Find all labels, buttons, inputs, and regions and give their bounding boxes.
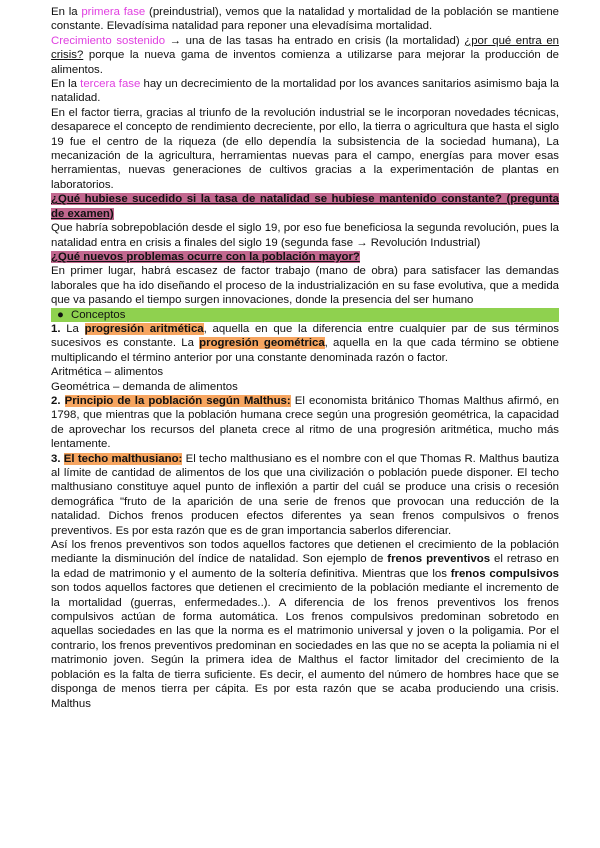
text-run: (preindustrial), vemos que la natalidad y mortalidad de la población se mantiene constante. Elevadísima natalidad para reponer una elevadísima mortalidad. [51,6,560,33]
term-primera-fase: primera fase [81,6,146,18]
paragraph-land-factor: En el factor tierra, gracias al triunfo de la revolución industrial se le incorporan novedades técnicas, desaparece el concepto de rendimiento decreciente, por ello, la tierra o agricultura que hasta el siglo 19 fue el centro de la riqueza (de ello dependía la subsistencia de la sociedad humana), La mecanización de la agricultura, herramientas nuevas para el campo, energías para mover esas herramientas, nuevas generaciones de cultivos gracias a la experimentación de plantas en laboratorios. [51,106,559,191]
highlighted-question: ¿Qué nuevos problemas ocurre con la población mayor? [51,250,360,263]
bullet-item-concepts [51,308,559,322]
concept-1-progressions [51,322,559,365]
concept-3-malthusian-ceiling [51,452,559,538]
paragraph-overpopulation: Que habría sobrepoblación desde el siglo 19, por eso fue beneficiosa la segunda revolución, pues la natalidad entra en crisis a finales del siglo 19 (segunda fase → Revolución Industrial) [51,222,559,249]
text-run: hay un decrecimiento de la mortalidad por los avances sanitarios asimismo baja la natalidad. [51,78,559,105]
text-run: , aquella en la que cada término se obtiene multiplicando el término anterior por una constante denominada razón o factor. [51,337,559,364]
line-geometrica: Geométrica – demanda de alimentos [51,380,238,393]
term-progresion-geometrica: progresión geométrica [199,337,325,350]
highlighted-question: ¿Qué hubiese sucedido si la tasa de natalidad se hubiese mantenido constante? (pregunta de examen) [51,193,559,220]
text-run: La [66,322,85,335]
list-number: 3. [51,452,64,465]
paragraph-sustained-growth [51,34,559,77]
text-run: En la [51,6,82,18]
text-run: → una de las tasas ha entrado en crisis (la mortalidad) [165,34,465,47]
line-aritmetica: Aritmética – alimentos [51,366,164,379]
term-frenos-preventivos: frenos preventivos [387,553,491,566]
paragraph-first-phase [51,5,559,34]
term-frenos-compulsivos: frenos compulsivos [450,567,559,580]
bullet-label: Conceptos [71,308,126,321]
paragraph-third-phase [51,77,559,106]
list-number: 1. [51,322,67,335]
text-run: En la [51,78,81,91]
text-run: El techo malthusiano es el nombre con el que Thomas R. Malthus bautiza al límite de cantidad de alimentos de los que una civilización o población puede disponer. El techo malthusiano constituye aquel punto de inflexión a partir del cuál se produce una crisis o recesión demográfica "fruto de la aparición de una serie de frenos que provocan una reducción de la natalidad. Dichos frenos producen efectos diferentes ya sean frenos compulsivos o frenos preventivos. Es por esta razón que es de gran importancia saberlos diferenciar. [51,452,559,537]
bullet-icon: ● [57,308,64,321]
term-crecimiento-sostenido: Crecimiento sostenido [51,34,166,47]
paragraph-labor-shortage: En primer lugar, habrá escasez de factor trabajo (mano de obra) para satisfacer las demandas laborales que ha ido diseñando el proceso de la industrialización en su fase evolutiva, que a medida que va pasando el tiempo surgen innovaciones, donde la presencia del ser humano [51,265,559,307]
text-run: El economista británico Thomas Malthus afirmó, en 1798, que mientras que la población humana crece según una progresión geométrica, la capacidad de aprovechar los recursos del planeta crece al ritmo de una progresión aritmética, mucho más lentamente. [51,394,559,451]
list-number: 2. [51,394,65,407]
concept-2-malthus-principle [51,394,559,452]
term-tercera-fase: tercera fase [80,78,141,91]
exam-question-heading [51,192,559,221]
underlined-question: ¿por qué entra en crisis? [51,34,559,62]
text-run: Así los frenos preventivos son todos aquellos factores que detienen el crecimiento de la población mediante la disminución del índice de natalidad. Son ejemplo de [51,539,559,566]
term-techo-malthusiano: El techo malthusiano: [63,452,183,465]
text-run: porque la nueva gama de inventos comienza a utilizarse para mejorar la producción de alimentos. [51,49,559,76]
paragraph-checks [51,538,559,711]
text-run: el retraso en la edad de matrimonio y el aumento de la soltería definitiva. Mientras que los [51,553,559,580]
term-principio-malthus: Principio de la población según Malthus: [64,394,291,407]
term-progresion-aritmetica: progresión aritmética [84,322,204,335]
question-heading-older-population [51,250,559,264]
text-run: son todos aquellos factores que detienen el crecimiento de la población mediante el incremento de la mortalidad (guerras, enfermedades..). A diferencia de los frenos preventivos los frenos compulsivos actúan de forma automática. Los frenos compulsivos predominan sobretodo en aquellas sociedades en las que la norma es el matrimonio universal y joven o la poligamia. Por el contrario, los frenos preventivos predominan en sociedades en las que no se acepta la poliamia ni el matrimonio joven. Según la primera idea de Malthus el factor limitador del crecimiento de la población es la falta de tierra suficiente. Es decir, el aumento del número de hombres hace que se disponga de menos tierra per cápita. Es por esta razón que se acaba produciendo una crisis. Malthus [51,582,559,710]
document-body [51,5,559,711]
text-run: , aquella en que la diferencia entre cualquier par de sus términos sucesivos es constante. La [51,322,559,350]
